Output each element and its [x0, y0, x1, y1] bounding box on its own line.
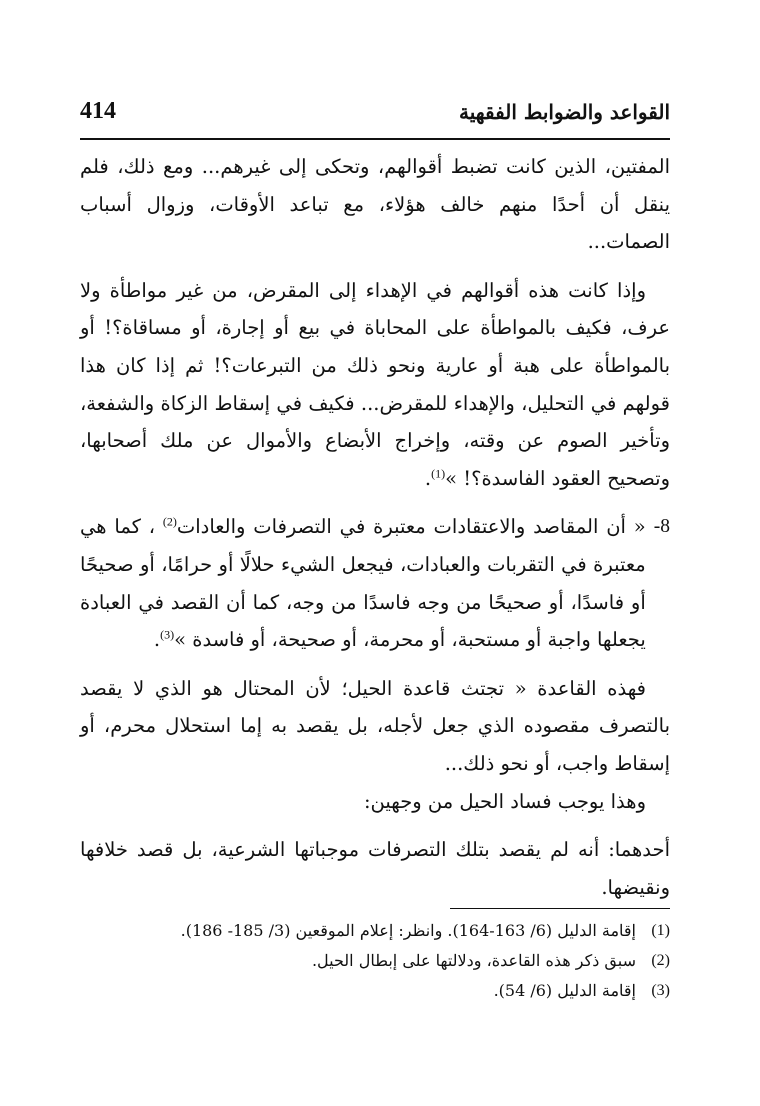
- paragraph-gifts-to-lender: [80, 272, 670, 498]
- footnote-ref-3: (3): [160, 627, 175, 642]
- paragraph-end: .: [424, 466, 432, 490]
- footnote-number: (1): [651, 922, 670, 939]
- header-rule: [80, 138, 670, 140]
- rule-8-text: [80, 508, 646, 658]
- running-title: القواعد والضوابط الفقهية: [459, 100, 670, 124]
- rule-8-part-1: « أن المقاصد والاعتقادات معتبرة في التصرفات والعادات: [176, 515, 646, 539]
- footnote-rule: [450, 908, 670, 909]
- paragraph-continued: المفتين، الذين كانت تضبط أقوالهم، وتحكى إلى غيرهم... ومع ذلك، فلم ينقل أن أحدًا منهم خالف هؤلاء، مع تباعد الأوقات، وزوال أسباب الصمات...: [80, 155, 670, 254]
- footnote-number: (2): [651, 952, 670, 969]
- footnote-3: [80, 976, 670, 1006]
- paragraph-first-aspect: أحدهما: أنه لم يقصد بتلك التصرفات موجباتها الشرعية، بل قصد خلافها ونقيضها.: [80, 838, 670, 899]
- footnote-number: (3): [651, 982, 670, 999]
- footnote-text: إقامة الدليل (6/ 163-164). وانظر: إعلام الموقعين (3/ 185- 186).: [180, 921, 636, 940]
- footnotes: [80, 916, 670, 1006]
- paragraph-two-aspects: وهذا يوجب فساد الحيل من وجهين:: [363, 789, 646, 813]
- footnote-text: إقامة الدليل (6/ 54).: [493, 981, 636, 1000]
- rule-8-part-2: ، كما هي معتبرة في التقربات والعبادات، فيجعل الشيء حلالًا أو حرامًا، أو صحيحًا أو فاسدًا، أو صحيحًا من وجه فاسدًا من وجه، كما أن القصد في العبادة يجعلها واجبة أو مستحبة، أو محرمة، أو صحيحة، أو فاسدة »: [80, 515, 646, 652]
- footnote-1: [80, 916, 670, 946]
- paragraph-this-rule: فهذه القاعدة « تجتث قاعدة الحيل؛ لأن المحتال هو الذي لا يقصد بالتصرف مقصوده الذي جعل لأجله، بل يقصد به إما استحلال محرم، أو إسقاط واجب، أو نحو ذلك...: [80, 676, 670, 775]
- page-header: [80, 98, 670, 134]
- footnote-2: [80, 946, 670, 976]
- page-number: 414: [80, 98, 116, 124]
- footnote-ref-1: (1): [431, 466, 446, 481]
- rule-8-end: .: [153, 628, 161, 652]
- footnote-ref-2: (2): [162, 514, 177, 529]
- rule-number: 8-: [653, 516, 670, 538]
- main-text: [80, 148, 670, 906]
- paragraph-text: وإذا كانت هذه أقوالهم في الإهداء إلى المقرض، من غير مواطأة ولا عرف، فكيف بالمواطأة على المحاباة في بيع أو إجارة، أو مساقاة؟! أو بالمواطأة على هبة أو عارية ونحو ذلك من التبرعات؟! ثم إذا كان هذا قولهم في التحليل، والإهداء للمقرض... فكيف في إسقاط الزكاة والشفعة، وتأخير الصوم عن وقته، وإخراج الأبضاع والأموال عن ملك أصحابها، وتصحيح العقود الفاسدة؟! »: [80, 278, 670, 490]
- rule-8: [80, 508, 670, 658]
- footnote-text: سبق ذكر هذه القاعدة، ودلالتها على إبطال الحيل.: [311, 951, 636, 970]
